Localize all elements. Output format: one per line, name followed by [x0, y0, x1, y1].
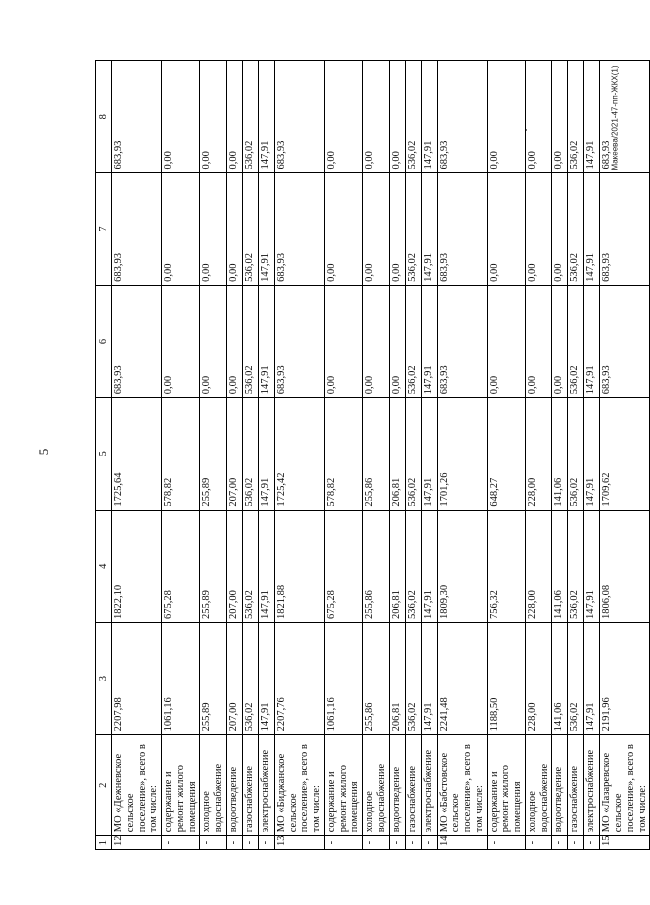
header-cell: 7: [96, 173, 112, 285]
row-name-cell: электроснабжение: [258, 735, 274, 836]
row-name-cell: газоснабжение: [405, 735, 421, 836]
header-cell: 6: [96, 285, 112, 397]
row-number-cell: -: [200, 836, 227, 850]
value-cell: 147,91: [421, 510, 437, 622]
value-cell: 536,02: [242, 622, 258, 734]
table-row: [324, 61, 362, 850]
value-cell: 0,00: [487, 61, 525, 173]
header-cell: 5: [96, 398, 112, 510]
value-cell: 147,91: [258, 173, 274, 285]
value-cell: 147,91: [584, 510, 600, 622]
value-cell: 207,00: [226, 622, 242, 734]
value-cell: 1822,10: [112, 510, 162, 622]
value-cell: 536,02: [242, 173, 258, 285]
value-cell: 1188,50: [487, 622, 525, 734]
table-row: [274, 61, 324, 850]
row-name-cell: электроснабжение: [421, 735, 437, 836]
value-cell: 536,02: [242, 61, 258, 173]
row-number-cell: -: [584, 836, 600, 850]
value-cell: 683,93: [112, 61, 162, 173]
value-cell: 0,00: [324, 61, 362, 173]
header-cell: 4: [96, 510, 112, 622]
value-cell: 207,00: [226, 510, 242, 622]
value-cell: 0,00: [200, 285, 227, 397]
row-name-cell: электроснабжение: [584, 735, 600, 836]
document-code: Макеева/2021-47-пп-ЖКХ(1): [610, 65, 620, 171]
value-cell: 1061,16: [324, 622, 362, 734]
value-cell: 536,02: [405, 61, 421, 173]
value-cell: 683,93: [437, 285, 487, 397]
row-name-cell: МО «Бабстовское сельское поселение», всего в том числе:: [437, 735, 487, 836]
value-cell: 0,00: [552, 173, 568, 285]
value-cell: 683,93: [437, 61, 487, 173]
value-cell: 141,06: [552, 510, 568, 622]
value-cell: 0,00: [525, 173, 552, 285]
value-cell: 683,93: [112, 285, 162, 397]
value-cell: 147,91: [258, 285, 274, 397]
value-cell: 0,00: [389, 285, 405, 397]
value-cell: 0,00: [226, 285, 242, 397]
row-name-cell: содержание и ремонт жилого помещения: [487, 735, 525, 836]
header-cell: 8: [96, 61, 112, 173]
value-cell: 147,91: [421, 61, 437, 173]
value-cell: 2241,48: [437, 622, 487, 734]
value-cell: 147,91: [584, 622, 600, 734]
row-name-cell: холодное водоснабжение: [363, 735, 390, 836]
header-row: [96, 61, 112, 850]
value-cell: 147,91: [584, 173, 600, 285]
value-cell: 147,91: [584, 285, 600, 397]
value-cell: 536,02: [568, 285, 584, 397]
row-number-cell: -: [421, 836, 437, 850]
row-name-cell: холодное водоснабжение: [525, 735, 552, 836]
value-cell: 228,00: [525, 510, 552, 622]
value-cell: 0,00: [226, 173, 242, 285]
value-cell: 147,91: [258, 622, 274, 734]
table-row: [487, 61, 525, 850]
value-cell: 207,00: [226, 398, 242, 510]
table-row: [363, 61, 390, 850]
value-cell: 147,91: [421, 285, 437, 397]
value-cell: 675,28: [324, 510, 362, 622]
value-cell: 683,93: [600, 173, 650, 285]
value-cell: 756,32: [487, 510, 525, 622]
table-row: [525, 61, 552, 850]
value-cell: 536,02: [405, 622, 421, 734]
value-cell: 1821,88: [274, 510, 324, 622]
row-name-cell: водоотведение: [552, 735, 568, 836]
tariff-table: [95, 60, 650, 850]
value-cell: 147,91: [421, 173, 437, 285]
row-number-cell: -: [525, 836, 552, 850]
row-number-cell: -: [242, 836, 258, 850]
value-cell: 147,91: [258, 510, 274, 622]
page-number: 5: [36, 448, 51, 456]
value-cell: 147,91: [421, 398, 437, 510]
row-number-cell: -: [487, 836, 525, 850]
row-number-cell: -: [405, 836, 421, 850]
table-body: [112, 61, 650, 850]
value-cell: 2207,98: [112, 622, 162, 734]
row-number-cell: -: [552, 836, 568, 850]
value-cell: 536,02: [242, 398, 258, 510]
value-cell: 1709,62: [600, 398, 650, 510]
row-number-cell: -: [226, 836, 242, 850]
value-cell: 228,00: [525, 398, 552, 510]
row-name-cell: водоотведение: [226, 735, 242, 836]
table-row: [226, 61, 242, 850]
value-cell: 0,00: [363, 173, 390, 285]
value-cell: 0,00: [162, 173, 200, 285]
value-cell: 1725,64: [112, 398, 162, 510]
table-row: [421, 61, 437, 850]
value-cell: 536,02: [405, 173, 421, 285]
row-number-cell: 14: [437, 836, 487, 850]
value-cell: 0,00: [324, 285, 362, 397]
row-name-cell: газоснабжение: [242, 735, 258, 836]
value-cell: 147,91: [258, 61, 274, 173]
value-cell: 536,02: [242, 510, 258, 622]
value-cell: 0,00: [363, 285, 390, 397]
value-cell: 536,02: [568, 173, 584, 285]
table-row: [437, 61, 487, 850]
value-cell: 536,02: [405, 398, 421, 510]
value-cell: 147,91: [584, 398, 600, 510]
value-cell: 255,89: [200, 398, 227, 510]
row-name-cell: водоотведение: [389, 735, 405, 836]
value-cell: 0,00: [525, 285, 552, 397]
value-cell: 675,28: [162, 510, 200, 622]
value-cell: 0,00: [363, 61, 390, 173]
row-number-cell: -: [324, 836, 362, 850]
value-cell: 536,02: [405, 510, 421, 622]
row-name-cell: МО «Биджанское сельское поселение», всего в том числе:: [274, 735, 324, 836]
row-number-cell: -: [258, 836, 274, 850]
value-cell: 0,00: [552, 285, 568, 397]
value-cell: 0,00: [162, 285, 200, 397]
value-cell: 147,91: [421, 622, 437, 734]
value-cell: 206,81: [389, 510, 405, 622]
value-cell: 0,00: [389, 61, 405, 173]
row-number-cell: 13: [274, 836, 324, 850]
row-name-cell: газоснабжение: [568, 735, 584, 836]
value-cell: 141,06: [552, 622, 568, 734]
value-cell: 683,93: [274, 61, 324, 173]
table-row: [242, 61, 258, 850]
value-cell: 147,91: [584, 61, 600, 173]
value-cell: 578,82: [162, 398, 200, 510]
row-number-cell: -: [389, 836, 405, 850]
value-cell: 1725,42: [274, 398, 324, 510]
row-name-cell: содержание и ремонт жилого помещения: [324, 735, 362, 836]
value-cell: 0,00: [487, 285, 525, 397]
value-cell: 0,00: [200, 61, 227, 173]
table-row: [112, 61, 162, 850]
row-number-cell: 15: [600, 836, 650, 850]
value-cell: 2191,96: [600, 622, 650, 734]
value-cell: 536,02: [405, 285, 421, 397]
value-cell: 141,06: [552, 398, 568, 510]
value-cell: 536,02: [242, 285, 258, 397]
table-row: [200, 61, 227, 850]
value-cell: 228,00: [525, 622, 552, 734]
value-cell: 0,00: [162, 61, 200, 173]
value-cell: 0,00: [487, 173, 525, 285]
value-cell: 683,93: [274, 173, 324, 285]
value-cell: 255,86: [363, 622, 390, 734]
table-row: [162, 61, 200, 850]
header-cell: 3: [96, 622, 112, 734]
value-cell: 648,27: [487, 398, 525, 510]
value-cell: 255,89: [200, 510, 227, 622]
value-cell: 1061,16: [162, 622, 200, 734]
table-row: [600, 61, 650, 850]
value-cell: 206,81: [389, 398, 405, 510]
row-name-cell: холодное водоснабжение: [200, 735, 227, 836]
row-number-cell: -: [568, 836, 584, 850]
table-row: [405, 61, 421, 850]
value-cell: 2207,76: [274, 622, 324, 734]
row-number-cell: 12: [112, 836, 162, 850]
value-cell: 578,82: [324, 398, 362, 510]
value-cell: 0,00: [200, 173, 227, 285]
header-cell: 2: [96, 735, 112, 836]
value-cell: 683,93: [112, 173, 162, 285]
row-number-cell: -: [363, 836, 390, 850]
table-row: [568, 61, 584, 850]
value-cell: 536,02: [568, 398, 584, 510]
row-name-cell: МО «Лазаревское сельское поселение», всего в том числе:: [600, 735, 650, 836]
table-row: [584, 61, 600, 850]
table-row: [552, 61, 568, 850]
value-cell: 206,81: [389, 622, 405, 734]
value-cell: 683,93: [600, 61, 650, 173]
row-name-cell: МО «Дежневское сельское поселение», всего в том числе:: [112, 735, 162, 836]
value-cell: 0,00: [552, 61, 568, 173]
value-cell: 0,00: [525, 61, 552, 173]
value-cell: 536,02: [568, 61, 584, 173]
value-cell: 1809,30: [437, 510, 487, 622]
value-cell: 255,86: [363, 398, 390, 510]
value-cell: 536,02: [568, 622, 584, 734]
row-name-cell: содержание и ремонт жилого помещения: [162, 735, 200, 836]
row-number-cell: -: [162, 836, 200, 850]
value-cell: 683,93: [274, 285, 324, 397]
value-cell: 255,89: [200, 622, 227, 734]
table-row: [389, 61, 405, 850]
table-row: [258, 61, 274, 850]
value-cell: 536,02: [568, 510, 584, 622]
header-cell: 1: [96, 836, 112, 850]
value-cell: 147,91: [258, 398, 274, 510]
value-cell: 1701,26: [437, 398, 487, 510]
value-cell: 1806,08: [600, 510, 650, 622]
value-cell: 683,93: [600, 285, 650, 397]
value-cell: 0,00: [324, 173, 362, 285]
value-cell: 0,00: [389, 173, 405, 285]
value-cell: 0,00: [226, 61, 242, 173]
value-cell: 683,93: [437, 173, 487, 285]
value-cell: 255,86: [363, 510, 390, 622]
